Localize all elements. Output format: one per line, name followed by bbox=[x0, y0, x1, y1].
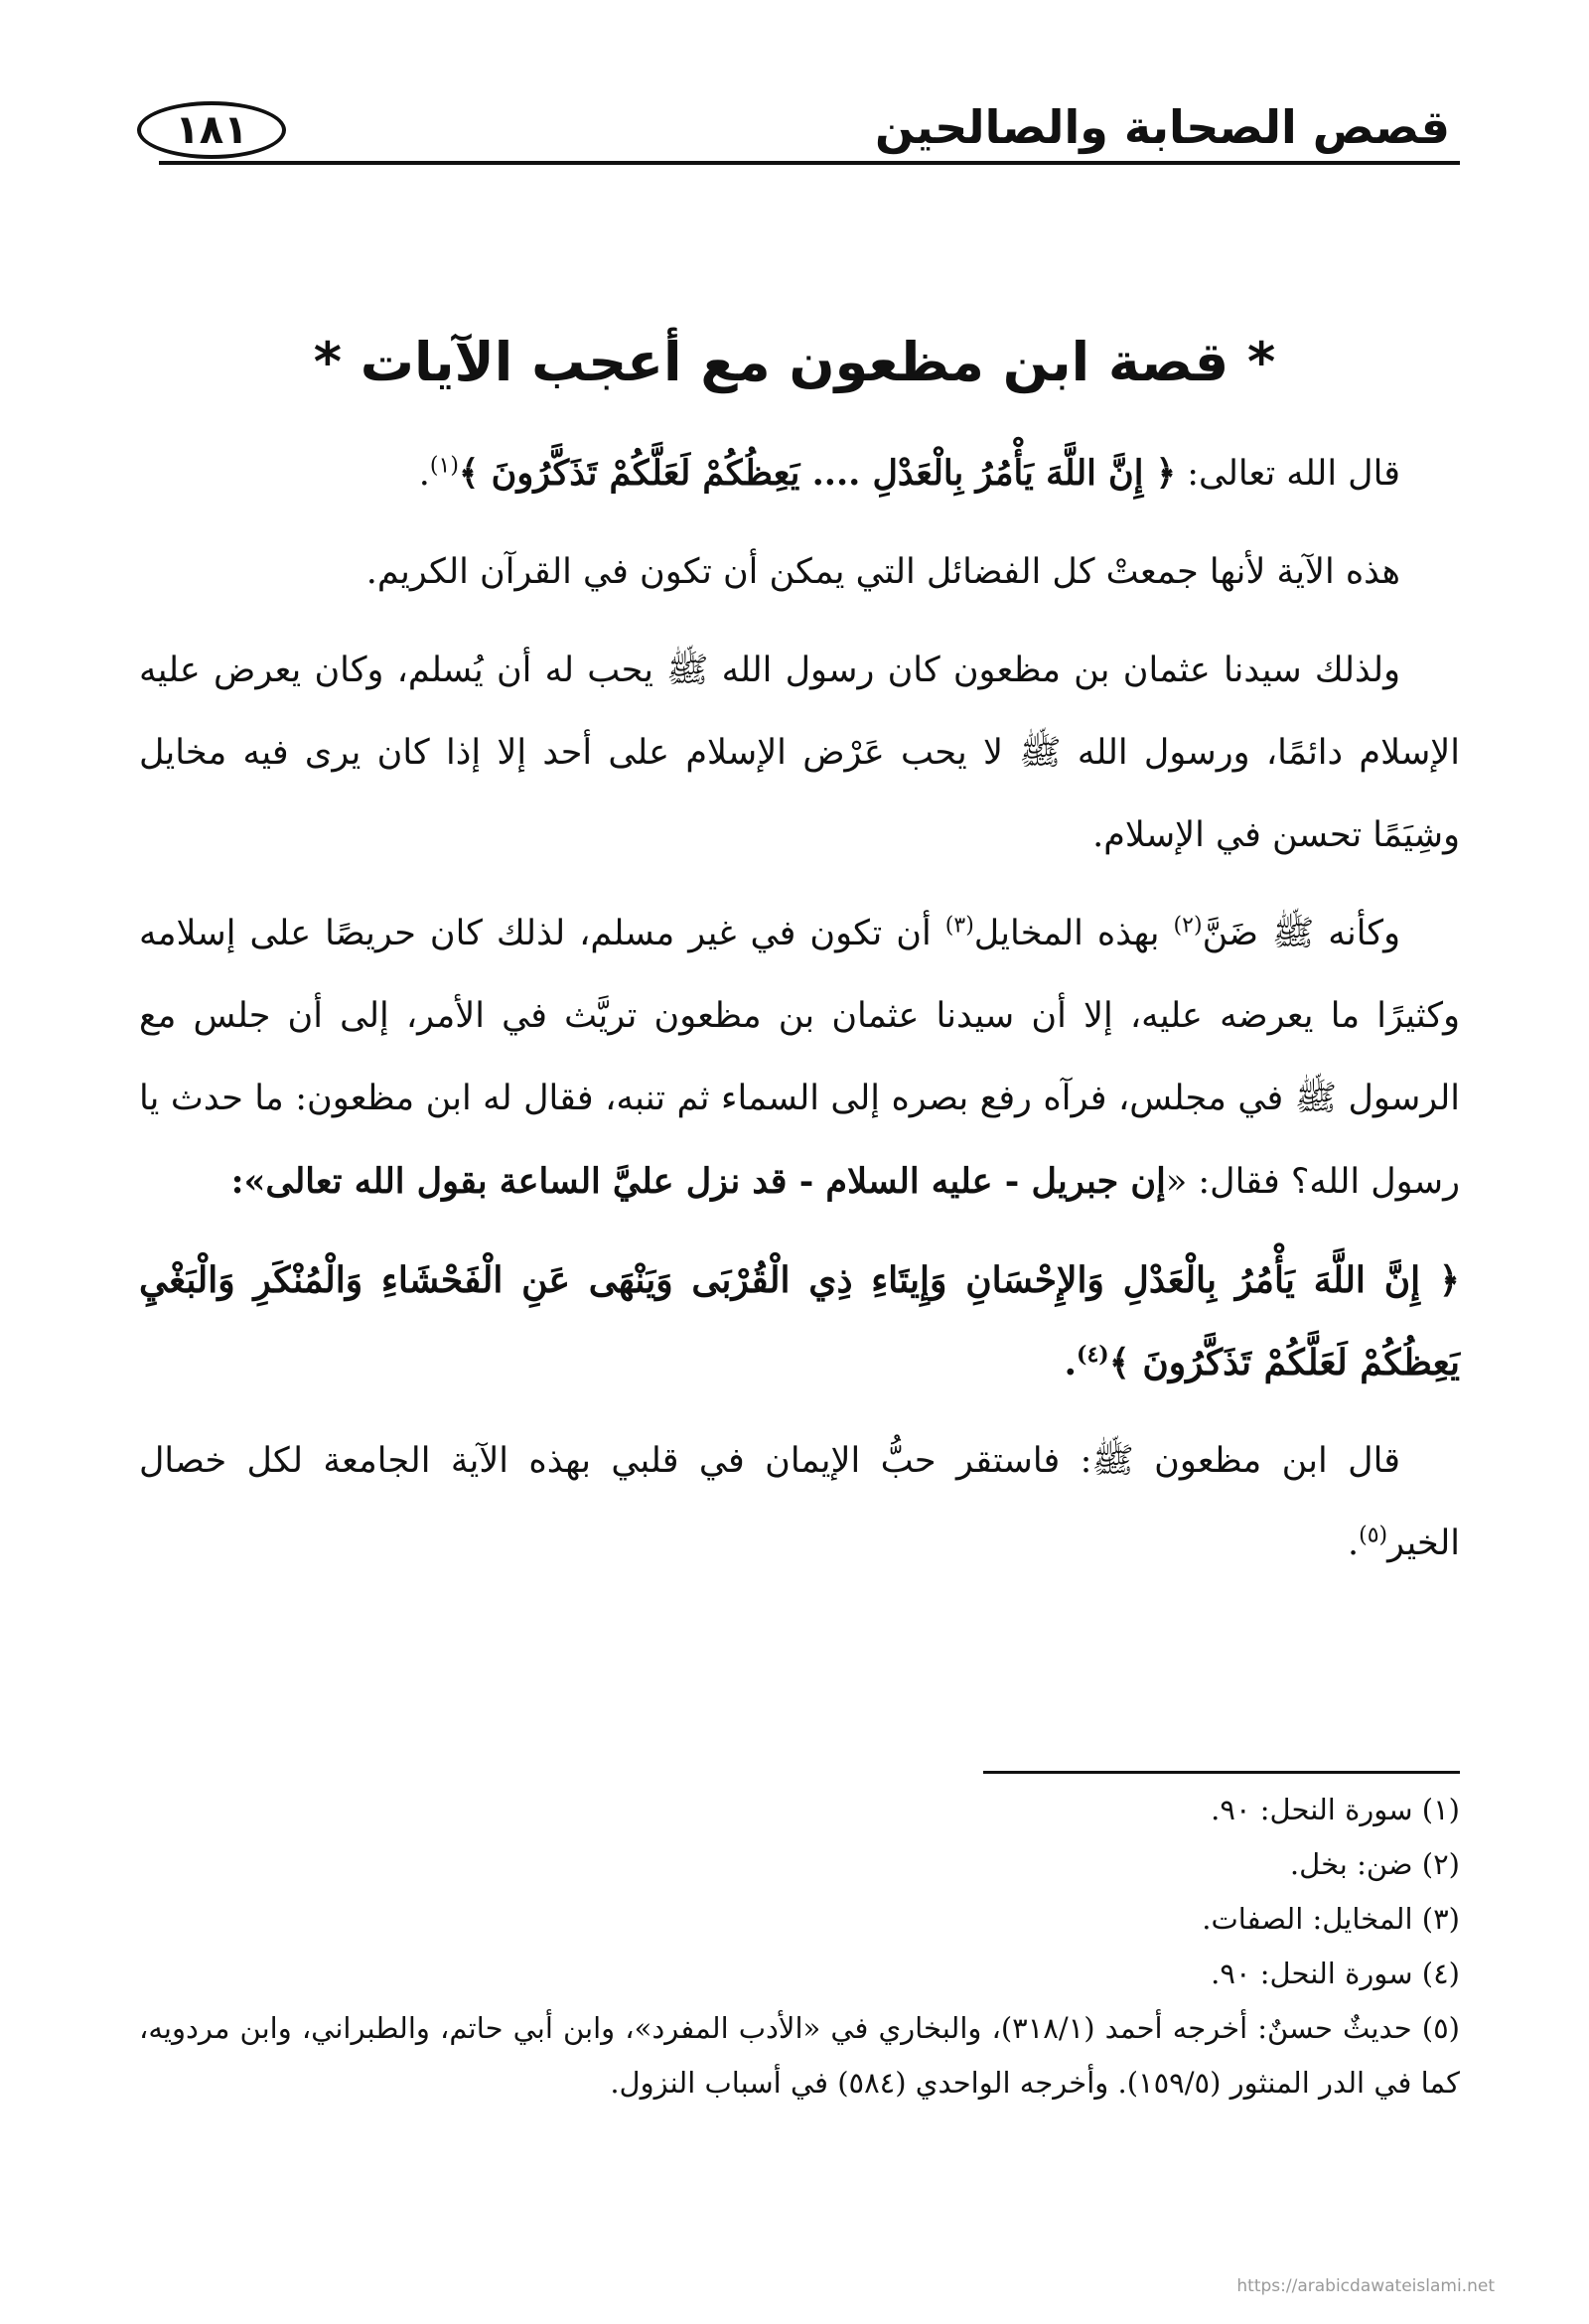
footnotes bbox=[139, 1783, 1460, 2110]
paragraph: ولذلك سيدنا عثمان بن مظعون كان رسول الله ﷺ يحب له أن يُسلم، وكان يعرض عليه الإسلام دائمًا، ورسول الله ﷺ لا يحب عَرْض الإسلام على أحد إلا إذا كان يرى فيه مخايل وشِيَمًا تحسن في الإسلام. bbox=[139, 651, 1460, 855]
footnote-ref: (٥) bbox=[1359, 1523, 1388, 1548]
running-header-title: قصص الصحابة والصالحين bbox=[874, 100, 1450, 154]
quran-verse: ﴿ إِنَّ اللَّهَ يَأْمُرُ بِالْعَدْلِ .... يَعِظُكُمْ لَعَلَّكُمْ تَذَكَّرُونَ ﴾ bbox=[458, 453, 1177, 494]
quran-verse: ﴿ إِنَّ اللَّهَ يَأْمُرُ بِالْعَدْلِ وَالإِحْسَانِ وَإِيتَاءِ ذِي الْقُرْبَى وَيَنْهَى عَنِ الْفَحْشَاءِ وَالْمُنْكَرِ وَالْبَغْيِ يَعِظُكُمْ لَعَلَّكُمْ تَذَكَّرُونَ ﴾ bbox=[139, 1259, 1460, 1383]
paragraph-text: أن تكون في غير مسلم، لذلك كان حريصًا على إسلامه وكثيرًا ما يعرضه عليه، إلا أن سيدنا عثمان بن مظعون تريَّث في الأمر، إلى أن جلس مع الرسول ﷺ في مجلس، فرآه رفع بصره إلى السماء ثم تنبه، فقال له ابن مظعون: ما حدث يا رسول الله؟ فقال: « bbox=[139, 914, 1460, 1202]
paragraph-story bbox=[139, 893, 1460, 1224]
paragraph-verse-intro bbox=[139, 432, 1460, 515]
footnote-ref: (١) bbox=[429, 453, 459, 479]
header-divider bbox=[159, 161, 1460, 165]
footnote-divider bbox=[983, 1771, 1460, 1774]
footnote-item: (٣) المخايل: الصفات. bbox=[1202, 1902, 1460, 1936]
footnote-ref: (٢) bbox=[1173, 913, 1203, 939]
watermark-url: https://arabicdawateislami.net bbox=[1236, 2276, 1495, 2296]
footnote-ref: (٣) bbox=[944, 913, 974, 939]
paragraph-text: قال الله تعالى: bbox=[1176, 454, 1400, 494]
footnote-ref: (٤) bbox=[1077, 1342, 1109, 1368]
paragraph-text: . bbox=[1064, 1342, 1078, 1383]
body-text bbox=[139, 432, 1460, 1601]
footnote-item: (٢) ضن: بخل. bbox=[1289, 1847, 1460, 1881]
paragraph-conclusion bbox=[139, 1420, 1460, 1585]
paragraph-text: وكأنه ﷺ ضَنَّ bbox=[1202, 914, 1400, 953]
paragraph-text: . bbox=[418, 454, 430, 494]
paragraph-text: . bbox=[1347, 1524, 1360, 1563]
hadith-quote: إن جبريل - عليه السلام - قد نزل عليَّ الساعة بقول الله تعالى bbox=[265, 1161, 1166, 1202]
paragraph-text: قال ابن مظعون ﷺ: فاستقر حبُّ الإيمان في قلبي بهذه الآية الجامعة لكل خصال الخير bbox=[139, 1441, 1460, 1563]
quran-verse-block bbox=[139, 1239, 1460, 1404]
page-number-badge: ١٨١ bbox=[137, 101, 286, 159]
section-title: * قصة ابن مظعون مع أعجب الآيات * bbox=[313, 331, 1276, 393]
paragraph-text: بهذه المخايل bbox=[973, 914, 1174, 953]
paragraph: هذه الآية لأنها جمعتْ كل الفضائل التي يمكن أن تكون في القرآن الكريم. bbox=[365, 552, 1400, 592]
footnote-item: (١) سورة النحل: ٩٠. bbox=[1211, 1793, 1460, 1826]
paragraph-text: »: bbox=[230, 1161, 266, 1202]
footnote-item: (٤) سورة النحل: ٩٠. bbox=[1211, 1957, 1460, 1990]
footnote-item: (٥) حديثٌ حسنٌ: أخرجه أحمد (٣١٨/١)، والبخاري في «الأدب المفرد»، وابن أبي حاتم، والطبراني، وابن مردويه، كما في الدر المنثور (١٥٩/٥). وأخرجه الواحدي (٥٨٤) في أسباب النزول. bbox=[139, 2011, 1460, 2100]
